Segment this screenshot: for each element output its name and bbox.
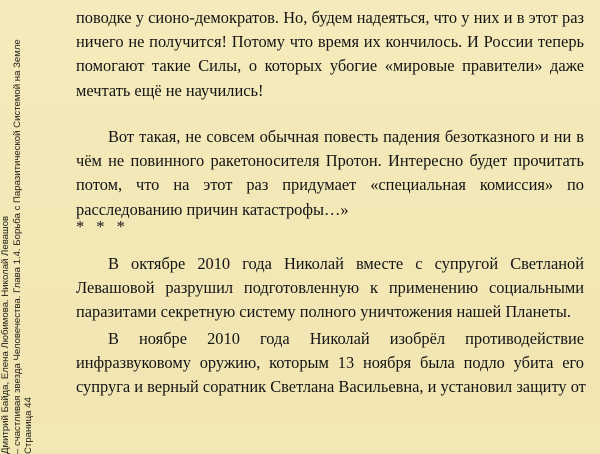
text-line: паразитами секретную систему полного уничтожения нашей Планеты.	[76, 302, 571, 322]
text-line: чём не повинного ракетоносителя Протон. Интересно будет прочитать	[76, 151, 584, 171]
side-caption-page-number: Страница 44	[23, 397, 34, 454]
paragraph-3	[76, 252, 584, 325]
text-line: помогают такие Силы, о которых убогие «мировые правители» даже	[76, 56, 584, 76]
text-line: мечтать ещё не научились!	[76, 80, 264, 100]
text-line: поводке у сионо-демократов. Но, будем надеяться, что у них и в этот раз	[76, 8, 584, 27]
text-line: потом, что на этот раз придумает «специальная комиссия» по	[76, 175, 584, 195]
side-caption	[0, 39, 52, 454]
text-line: ничего не получится! Потому что время их кончилось. И России теперь	[76, 32, 584, 52]
text-line: расследованию причин катастрофы…»	[76, 199, 349, 219]
text-line: инфразвуковому оружию, которым 13 ноября была подло убита его	[76, 353, 584, 373]
text-line: В ноябре 2010 года Николай изобрёл противодействие	[108, 329, 584, 348]
text-line: Левашовой разрушил подготовленную к применению социальными	[76, 278, 584, 298]
side-caption-chapter: – счастливая звезда Человечества. Глава 1.4. Борьба с Паразитической Системой на Земле	[11, 39, 23, 454]
paragraph-4	[76, 327, 584, 400]
side-caption-author: Дмитрий Байда, Елена Любимова. Николай Левашов	[0, 215, 11, 454]
paragraph-1	[76, 6, 584, 103]
text-line: В октябре 2010 года Николай вместе с супругой Светланой	[108, 254, 584, 273]
paragraph-2	[76, 125, 584, 222]
section-separator: * * *	[76, 217, 129, 236]
text-line: Вот такая, не совсем обычная повесть падения безотказного и ни в	[108, 127, 584, 146]
text-line: супруга и верный соратник Светлана Васильевна, и установил защиту от	[76, 377, 586, 397]
